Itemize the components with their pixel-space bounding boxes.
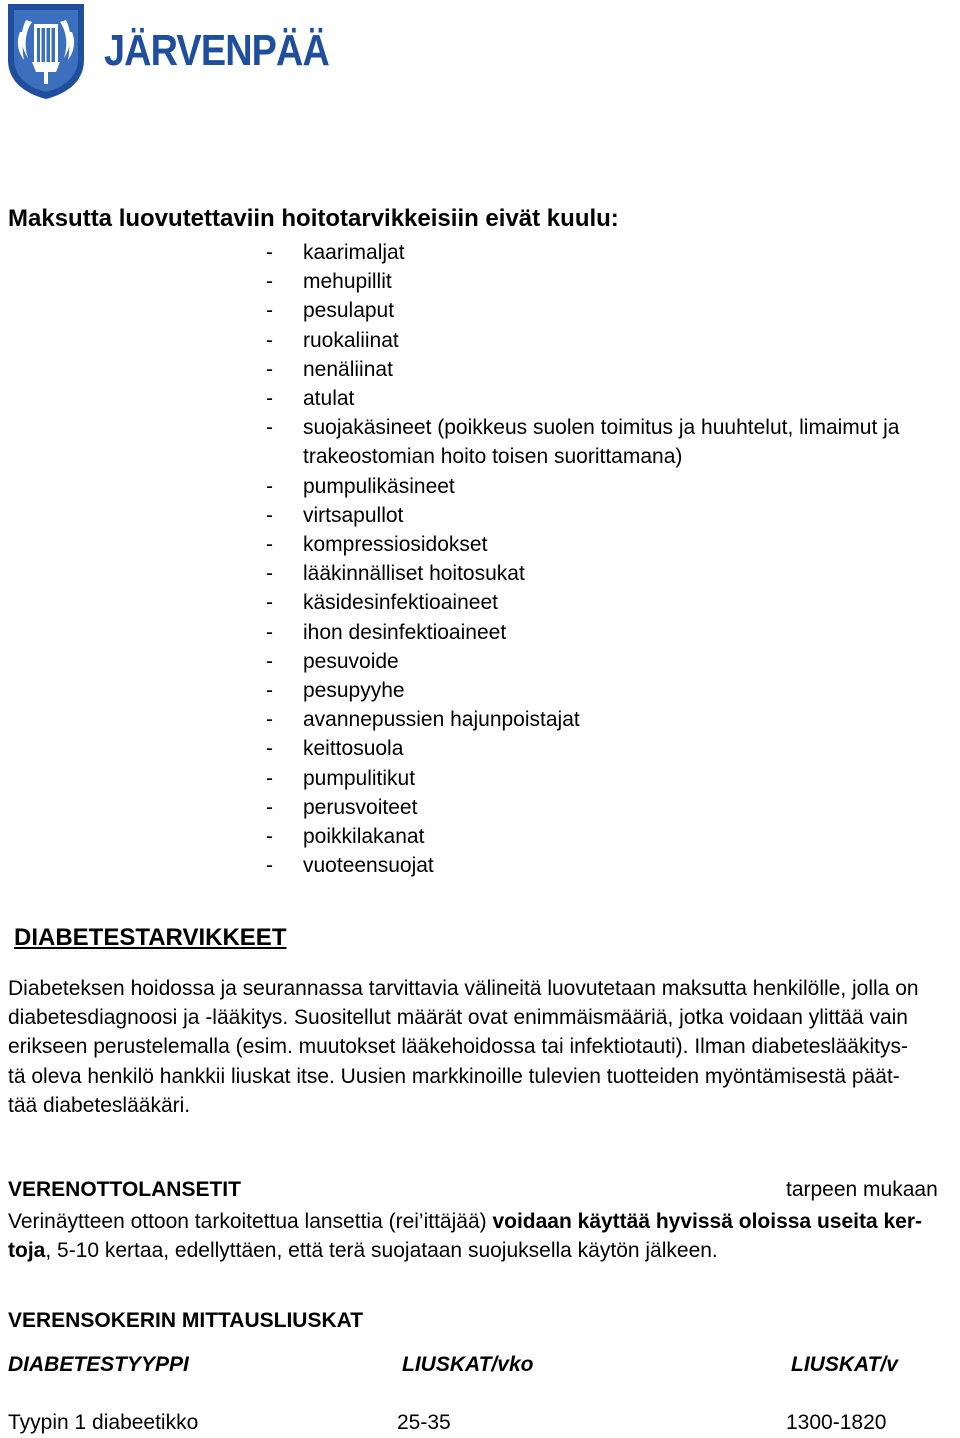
- list-item-text: ihon desinfektioaineet: [303, 620, 507, 644]
- list-item: [266, 588, 956, 617]
- list-dash: -: [266, 766, 273, 790]
- list-item-text: pesuvoide: [303, 649, 399, 673]
- list-item-text: perusvoiteet: [303, 795, 418, 819]
- list-item: [266, 238, 956, 267]
- lancets-title: VERENOTTOLANSETIT: [8, 1178, 241, 1201]
- list-dash: -: [266, 503, 273, 527]
- list-item: [266, 676, 956, 705]
- list-dash: -: [266, 825, 273, 849]
- list-item: [266, 530, 956, 559]
- table-header-weekly: LIUSKAT/vko: [402, 1353, 534, 1376]
- lancets-text-normal: Verinäytteen ottoon tarkoitettua lansettia (rei’ittäjää): [8, 1210, 493, 1233]
- list-dash: -: [266, 299, 273, 323]
- list-item-text: käsidesinfektioaineet: [303, 591, 498, 615]
- list-item-text: virtsapullot: [303, 503, 404, 527]
- list-dash: -: [266, 328, 273, 352]
- jarvenpaa-logo: [6, 2, 329, 100]
- diabetes-section-title: DIABETESTARVIKKEET: [14, 924, 287, 951]
- paragraph-line: tää diabeteslääkäri.: [8, 1093, 191, 1117]
- lancets-line-1: [8, 1207, 960, 1236]
- list-dash: -: [266, 416, 273, 440]
- list-item-text: pesulaput: [303, 299, 395, 323]
- lancets-text-bold: toja: [8, 1239, 46, 1263]
- table-cell-weekly: 25-35: [397, 1411, 451, 1434]
- lancets-text-normal: , 5-10 kertaa, edellyttäen, että terä suojataan suojuksella käytön jälkeen.: [45, 1239, 718, 1263]
- list-dash: -: [266, 854, 273, 878]
- exclusion-list: [266, 238, 956, 880]
- list-dash: -: [266, 533, 273, 557]
- table-cell-yearly: 1300-1820: [786, 1411, 887, 1434]
- list-dash: -: [266, 795, 273, 819]
- list-item-text: ruokaliinat: [303, 328, 399, 352]
- list-item: [266, 413, 956, 471]
- list-item-text: keittosuola: [303, 737, 404, 761]
- list-item-text: lääkinnälliset hoitosukat: [303, 562, 525, 586]
- paragraph-line: tä oleva henkilö hankkii liuskat itse. Uusien markkinoille tulevien tuotteiden myöntämisestä päät-: [8, 1064, 900, 1088]
- list-item: [266, 501, 956, 530]
- logo-wordmark: JÄRVENPÄÄ: [104, 26, 329, 75]
- list-dash: -: [266, 737, 273, 761]
- list-item: [266, 764, 956, 793]
- list-item: [266, 326, 956, 355]
- list-item-text: mehupillit: [303, 270, 392, 294]
- list-dash: -: [266, 591, 273, 615]
- exclusions-heading: Maksutta luovutettaviin hoitotarvikkeisiin eivät kuulu:: [8, 205, 619, 232]
- list-item: [266, 793, 956, 822]
- table-header-type: DIABETESTYYPPI: [8, 1353, 189, 1376]
- list-dash: -: [266, 474, 273, 498]
- list-item-text: kaarimaljat: [303, 241, 405, 264]
- lancets-text-bold: voidaan käyttää hyvissä oloissa useita ker-: [492, 1210, 922, 1233]
- list-item: [266, 296, 956, 325]
- list-dash: -: [266, 270, 273, 294]
- list-dash: -: [266, 708, 273, 732]
- list-item-text: kompressiosidokset: [303, 533, 488, 557]
- lancets-description: [8, 1207, 960, 1265]
- list-item: [266, 472, 956, 501]
- table-header-yearly: LIUSKAT/v: [791, 1353, 898, 1376]
- list-item: [266, 705, 956, 734]
- lancets-line-2: [8, 1236, 960, 1265]
- list-item: [266, 559, 956, 588]
- list-item: [266, 618, 956, 647]
- list-item: [266, 647, 956, 676]
- list-item-text: suojakäsineet (poikkeus suolen toimitus ja huuhtelut, limaimut ja trakeostomian hoito toisen suorittamana): [303, 416, 900, 469]
- strips-title: VERENSOKERIN MITTAUSLIUSKAT: [8, 1309, 364, 1332]
- list-dash: -: [266, 241, 273, 264]
- list-item: [266, 851, 956, 880]
- list-dash: -: [266, 649, 273, 673]
- list-dash: -: [266, 562, 273, 586]
- list-item: [266, 355, 956, 384]
- table-cell-type: Tyypin 1 diabeetikko: [8, 1411, 199, 1434]
- list-item: [266, 267, 956, 296]
- list-item-text: vuoteensuojat: [303, 854, 434, 878]
- lancets-quantity: tarpeen mukaan: [786, 1178, 938, 1201]
- list-dash: -: [266, 679, 273, 703]
- list-item: [266, 384, 956, 413]
- list-item-text: atulat: [303, 387, 355, 411]
- list-item-text: pumpulikäsineet: [303, 474, 455, 498]
- list-dash: -: [266, 387, 273, 411]
- list-item-text: avannepussien hajunpoistajat: [303, 708, 580, 732]
- paragraph-line: diabetesdiagnoosi ja -lääkitys. Suositellut määrät ovat enimmäismääriä, jotka voidaan ylittää vain: [8, 1006, 908, 1030]
- paragraph-line: erikseen perustelemalla (esim. muutokset lääkehoidossa tai infektiotauti). Ilman diabeteslääkitys-: [8, 1035, 908, 1059]
- list-item-text: nenäliinat: [303, 357, 393, 381]
- paragraph-line: Diabeteksen hoidossa ja seurannassa tarvittavia välineitä luovutetaan maksutta henkilölle, jolla on: [8, 977, 919, 1000]
- list-item: [266, 734, 956, 763]
- list-item-text: pesupyyhe: [303, 679, 405, 703]
- list-item-text: pumpulitikut: [303, 766, 416, 790]
- list-dash: -: [266, 620, 273, 644]
- list-item-text: poikkilakanat: [303, 825, 425, 849]
- list-item: [266, 822, 956, 851]
- list-dash: -: [266, 357, 273, 381]
- diabetes-paragraph: [8, 974, 960, 1120]
- coat-of-arms-icon: [6, 2, 86, 100]
